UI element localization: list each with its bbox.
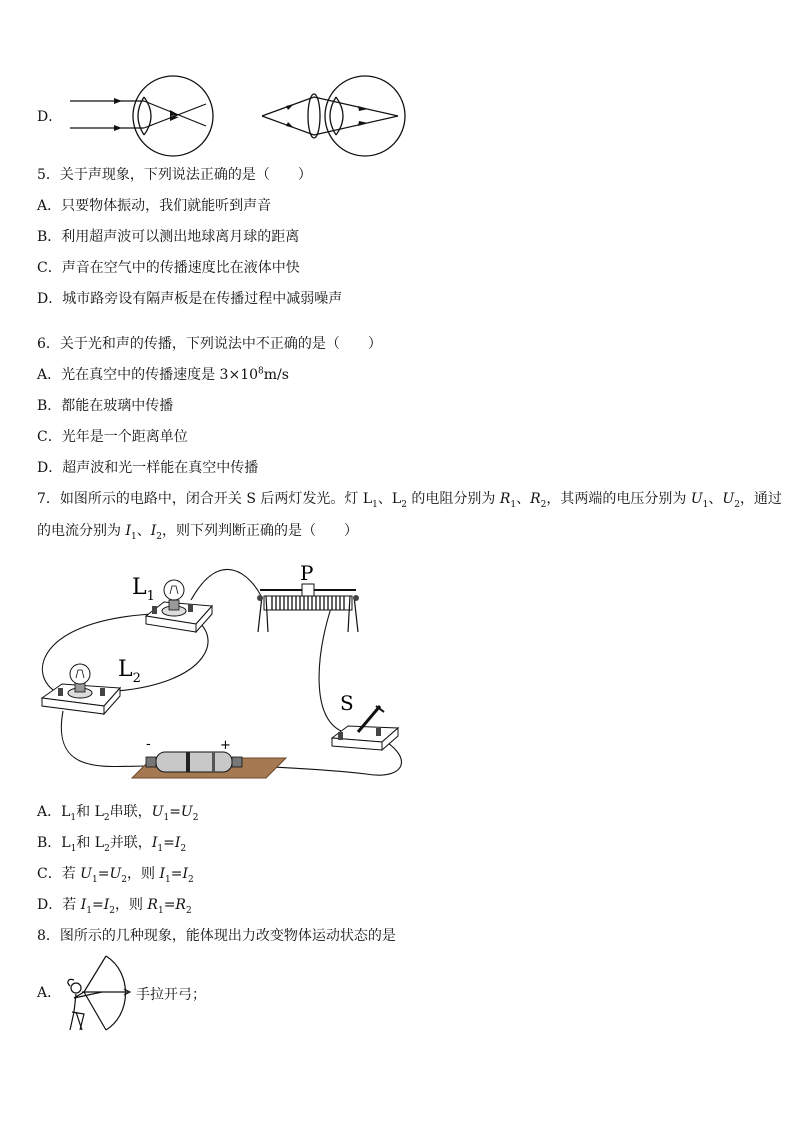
q7-stem-line1: 7．如图所示的电路中，闭合开关 S 后两灯发光。灯 $L_1$、$L_2$ 的电阻分别为 $R_1$、$R_2$，其两端的电压分别为 $U_1$、$U_2$，通过 (37, 491, 782, 510)
q6-stem: 6．关于光和声的传播，下列说法中不正确的是（ ） (37, 336, 382, 352)
label-p: P (300, 561, 314, 585)
label-plus: + (220, 738, 231, 753)
q5-option-c: C．声音在空气中的传播速度比在液体中快 (37, 260, 300, 276)
battery (132, 752, 286, 778)
label-s: S (340, 691, 354, 715)
rheostat (257, 584, 359, 632)
lamp-l2 (42, 664, 120, 714)
q8-option-a-label: A． (37, 985, 62, 1001)
q7-stem-line2: 的电流分别为 $I_1$、$I_2$，则下列判断正确的是（ ） (37, 523, 358, 542)
lamp-l1 (146, 580, 212, 632)
q7-option-c: C．若 $U_1=U_2$，则 $I_1=I_2$ (37, 866, 194, 885)
q4-option-d-label: D． (37, 109, 63, 125)
q6-option-b: B．都能在玻璃中传播 (37, 398, 174, 414)
q8-stem: 8．图所示的几种现象，能体现出力改变物体运动状态的是 (37, 928, 396, 944)
q6-option-c: C．光年是一个距离单位 (37, 429, 188, 445)
q6-option-a: A．光在真空中的传播速度是 $3\times 10^8m/s$ (37, 366, 289, 383)
q5-option-b: B．利用超声波可以测出地球离月球的距离 (37, 229, 300, 245)
q6-option-d: D．超声波和光一样能在真空中传播 (37, 460, 259, 476)
label-l1: $L_1$ (132, 575, 155, 604)
archer-drawing-bow-icon (62, 952, 134, 1034)
eye-diagram-hyperopia (66, 70, 216, 162)
q7-option-b: B．$L_1$和 $L_2$并联，$I_1=I_2$ (37, 835, 187, 854)
circuit-diagram (36, 556, 406, 788)
label-minus: - (146, 737, 151, 752)
q7-option-a: A．$L_1$和 $L_2$串联，$U_1=U_2$ (37, 804, 199, 823)
q5-option-d: D．城市路旁设有隔声板是在传播过程中减弱噪声 (37, 291, 343, 307)
q5-option-a: A．只要物体振动，我们就能听到声音 (37, 198, 272, 214)
q7-option-d: D．若 $I_1=I_2$，则 $R_1=R_2$ (37, 897, 192, 916)
eye-diagram-corrected (258, 70, 408, 162)
q8-option-a-text: 手拉开弓； (136, 987, 206, 1003)
label-l2: $L_2$ (118, 657, 141, 686)
q5-stem: 5．关于声现象，下列说法正确的是（ ） (37, 167, 312, 183)
